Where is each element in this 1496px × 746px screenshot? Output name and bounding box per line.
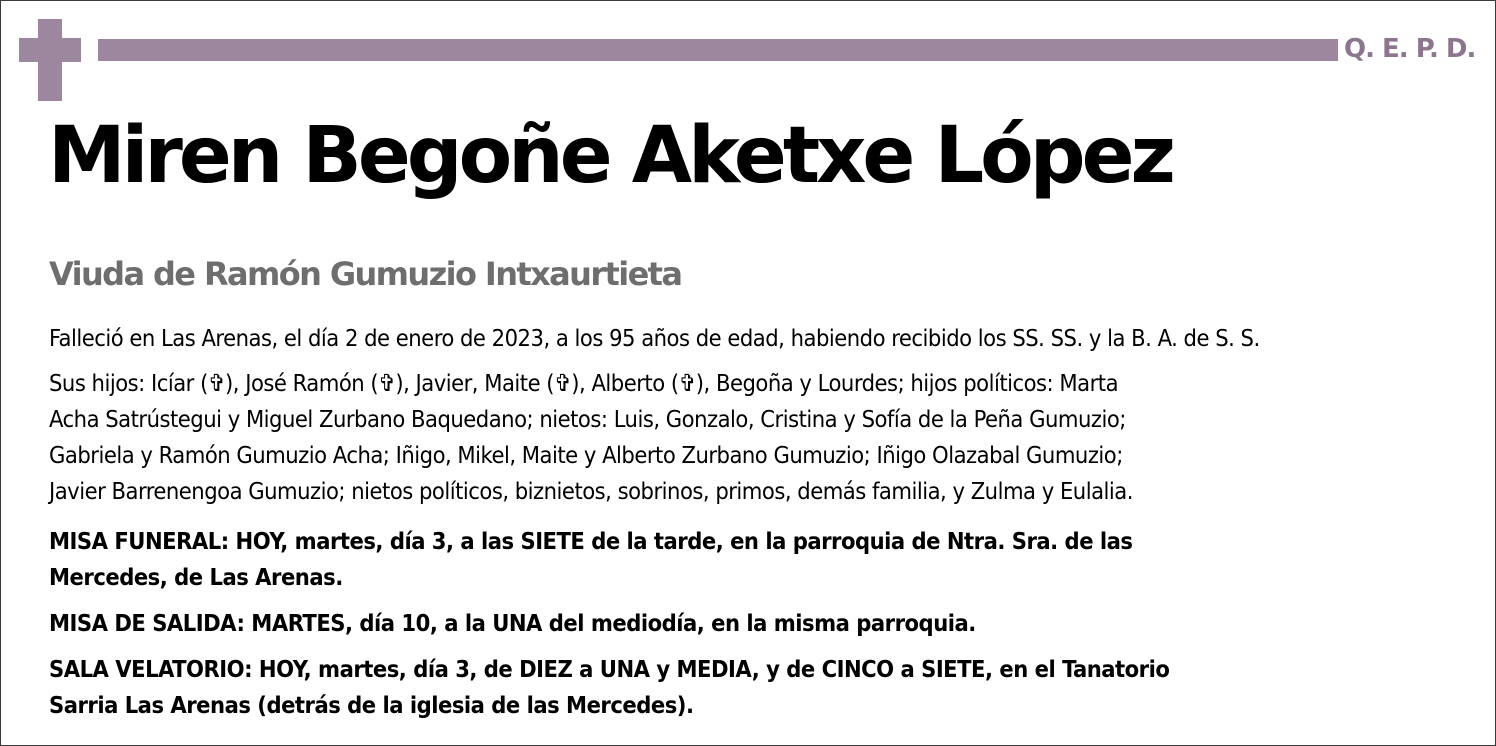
qepd-label: Q. E. P. D. bbox=[1344, 34, 1476, 64]
header-divider-bar bbox=[98, 39, 1338, 61]
family-line: Gabriela y Ramón Gumuzio Acha; Iñigo, Mikel, Maite y Alberto Zurbano Gumuzio; Iñigo Olazabal Gumuzio; bbox=[49, 441, 1123, 469]
funeral-mass-line: MISA FUNERAL: HOY, martes, día 3, a las SIETE de la tarde, en la parroquia de Ntra. Sra. de las bbox=[49, 527, 1133, 555]
wake-room-line: Sarria Las Arenas (detrás de la iglesia de las Mercedes). bbox=[49, 691, 694, 719]
family-paragraph bbox=[49, 365, 1469, 509]
departure-mass: MISA DE SALIDA: MARTES, día 10, a la UNA del mediodía, en la misma parroquia. bbox=[49, 609, 976, 637]
family-line: Sus hijos: Icíar (✞), José Ramón (✞), Javier, Maite (✞), Alberto (✞), Begoña y Lourdes; hijos políticos: Marta bbox=[49, 369, 1119, 397]
wake-room bbox=[49, 651, 1469, 723]
death-notice: Falleció en Las Arenas, el día 2 de enero de 2023, a los 95 años de edad, habiendo recibido los SS. SS. y la B. A. de S. S. bbox=[49, 324, 1260, 352]
family-line: Javier Barrenengoa Gumuzio; nietos políticos, biznietos, sobrinos, primos, demás familia, y Zulma y Eulalia. bbox=[49, 477, 1133, 505]
widow-subtitle: Viuda de Ramón Gumuzio Intxaurtieta bbox=[49, 255, 682, 293]
funeral-mass bbox=[49, 523, 1469, 595]
family-line: Acha Satrústegui y Miguel Zurbano Baquedano; nietos: Luis, Gonzalo, Cristina y Sofía de la Peña Gumuzio; bbox=[49, 405, 1126, 433]
cross-icon-horizontal bbox=[19, 38, 81, 62]
funeral-mass-line: Mercedes, de Las Arenas. bbox=[49, 563, 343, 591]
deceased-name: Miren Begoñe Aketxe López bbox=[48, 111, 1172, 201]
wake-room-line: SALA VELATORIO: HOY, martes, día 3, de DIEZ a UNA y MEDIA, y de CINCO a SIETE, en el Tanatorio bbox=[49, 655, 1170, 683]
